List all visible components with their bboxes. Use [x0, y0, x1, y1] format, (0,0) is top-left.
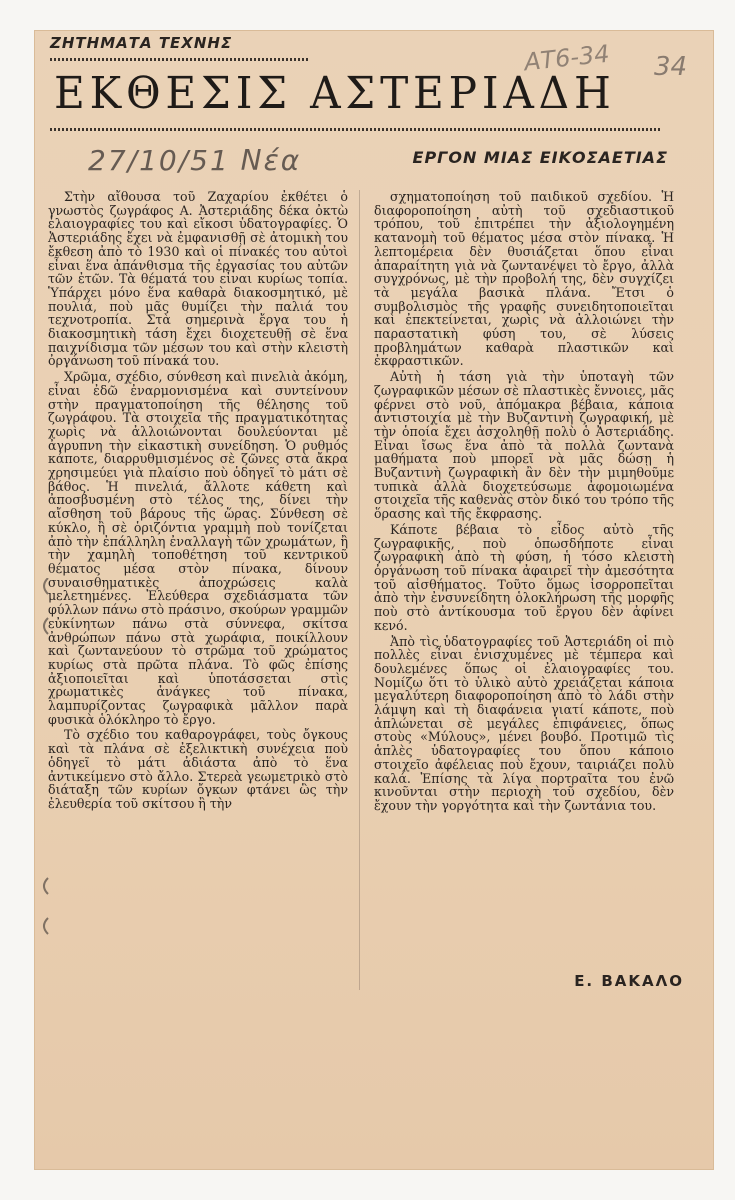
paragraph: Κάποτε βέβαια τὸ εἶδος αὐτὸ τῆς ζωγραφικῆς, ποὺ ὁπωσδήποτε εἶναι ζωγραφικὴ ἀπὸ τὴ φύση, ἡ τόσο κλειστὴ ὀργάνωση τοῦ πίνακα ἀφαιρεῖ τὴν ἀμεσότητα τοῦ αἰσθήματος. Τοῦτο ὅμως ἰσορροπεῖται ἀπὸ τὴν ἐνσυνείδητη ὁλοκλήρωση τῆς μορφῆς ποὺ στὸ ἀντίκουσμα τοῦ ἔργου δὲν ἀφίνει κενό.	[374, 521, 674, 633]
paragraph: Χρῶμα, σχέδιο, σύνθεση καὶ πινελιὰ ἀκόμη, εἶναι ἐδῶ ἐναρμονισμένα καὶ συντείνουν στὴν πραγματοποίηση τῆς θέλησης τοῦ ζωγράφου. Τὰ στοιχεῖα τῆς πραγματικότητας χωρὶς νὰ ἀλλοιώνονται δουλεύονται μὲ ἀγρυπνη τὴν εἰκαστικὴ συνείδηση. Ὁ ρυθμός κάποτε, διαρρυθμισμένος σὲ ζῶνες στὰ ἄκρα χρησιμεύει γιὰ πλαίσιο ποὺ ὁδηγεῖ τὸ μάτι σὲ βάθος. Ἡ πινελιά, ἄλλοτε κάθετη καὶ ἀποσβυσμένη στὸ τέλος της, δίνει τὴν αἴσθηση τοῦ βάρους τῆς ὥρας. Σύνθεση σὲ κύκλο, ἢ σὲ ὁριζόντια γραμμὴ ποὺ τονίζεται ἀπὸ τὴν ἐπάλληλη ἐναλλαγὴ τῶν χρωμάτων, ἢ τὴν χαμηλὴ τοποθέτηση τοῦ κεντρικοῦ θέματος μέσα στὸν πίνακα, δίνουν συναισθηματικὲς ἀποχρώσεις καλὰ μελετημένες. Ἐλεύθερα σχεδιάσματα τῶν φύλλων πάνω στὸ πράσινο, σκούρων γραμμῶν εὐκίνητων πάνω στὰ σύννεφα, σκίτσα ἀνθρώπων πάνω στὰ χωράφια, ποικίλλουν καὶ ζωντανεύουν τὸ στρῶμα τοῦ χρώματος κυρίως στὰ πρῶτα πλάνα. Τὸ φῶς ἐπίσης ἀξιοποιεῖται καὶ ὑποτάσσεται στὶς χρωματικὲς ἀνάγκες τοῦ πίνακα, λαμπυρίζοντας ζωγραφικὰ μᾶλλον παρὰ φυσικὰ ὁλόκληρο τὸ ἔργο.	[48, 369, 348, 727]
paragraph: σχηματοποίηση τοῦ παιδικοῦ σχεδίου. Ἡ διαφοροποίηση αὐτὴ τοῦ σχεδιαστικοῦ τρόπου, τοῦ ἐπιτρέπει τὴν ἀξιολογημένη κατανομὴ τοῦ θέματος μέσα στὸν πίνακα. Ἡ λεπτομέρεια δὲν θυσιάζεται ὅπου εἶναι ἀπαραίτητη γιὰ νὰ ζωντανέψει τὸ ἔργο, ἀλλὰ συγχρόνως, μὲ τὴν προβολή της, δὲν συγχίζει τὰ μεγάλα βασικὰ πλάνα. Ἔτσι ὁ συμβολισμὸς τῆς γραφῆς συνειδητοποιεῖται καὶ ἐπεκτείνεται, χωρὶς νὰ ἀλλοιώνει τὴν παραστατικὴ φύση του, σὲ λύσεις προβλημάτων καθαρὰ πλαστικῶν καὶ ἐκφραστικῶν.	[374, 189, 674, 369]
newspaper-clipping	[34, 30, 714, 1170]
rubric-rule	[50, 58, 308, 61]
pencil-margin-marks	[38, 578, 50, 950]
headline: ΕΚΘΕΣΙΣ ΑΣΤΕΡΙΑΔΗ	[54, 68, 616, 119]
handwritten-date: 27/10/51 Νέα	[88, 144, 302, 177]
paragraph: Τὸ σχέδιο του καθαρογράφει, τοὺς ὄγκους καὶ τὰ πλάνα σὲ ἐξελικτικὴ συνέχεια ποὺ ὁδηγεῖ τὸ μάτι ἀδιάστα ἀπὸ τὸ ἕνα ἀντικείμενο στὸ ἄλλο. Στερεὰ γεωμετρικὸ στὸ διάταξη τῶν κυρίων ὄγκων φτάνει ὣς τὴν ἐλευθερία τοῦ σκίτσου ἢ τὴν	[48, 727, 348, 811]
paragraph: Στὴν αἴθουσα τοῦ Ζαχαρίου ἐκθέτει ὁ γνωστὸς ζωγράφος Α. Ἀστεριάδης δέκα ὀκτὼ ἐλαιογραφίες του καὶ εἴκοσι ὑδατογραφίες. Ὁ Ἀστεριάδης ἔχει νὰ ἐμφανισθῇ σὲ ἀτομικὴ του ἔκθεση ἀπὸ τὸ 1930 καὶ οἱ πίνακές του αὐτοὶ εἶναι ἕνα ἀπάνθισμα τῆς ἐργασίας του αὐτῶν τῶν ἐτῶν. Τὰ θέματά του εἶναι κυρίως τοπία. Ὑπάρχει μόνο ἕνα καθαρὰ διακοσμητικό, μὲ πουλιά, ποὺ μᾶς θυμίζει τὴν παλιά του τεχνοτροπία. Στὰ σημερινὰ ἔργα του ἡ διακοσμητικὴ τάση ἔχει διοχετευθῇ σὲ ἕνα παιχνίδισμα τῶν μέσων του καὶ στὴν κλειστὴ ὀργάνωση τοῦ πίνακά του.	[48, 189, 348, 369]
handwritten-page-number: 34	[654, 52, 688, 82]
article-column-left	[48, 190, 348, 813]
paragraph: Αὐτὴ ἡ τάση γιὰ τὴν ὑποταγὴ τῶν ζωγραφικῶν μέσων σὲ πλαστικὲς ἔννοιες, μᾶς φέρνει στὸ νοῦ, ἀπόμακρα βέβαια, κάποια ἀντιστοιχία μὲ τὴν Βυζαντινὴ ζωγραφική, μὲ τὴν ὁποία ἔχει ἀσχοληθῇ πολὺ ὁ Ἀστεριάδης. Εἶναι ἴσως ἕνα ἀπὸ τὰ πολλὰ ζωντανὰ μαθήματα ποὺ μπορεῖ νὰ μᾶς δώσῃ ἡ Βυζαντινὴ ζωγραφικὴ ἂν δὲν τὴν μιμηθοῦμε τυπικὰ ἀλλὰ διοχετεύσωμε ἀφομοιωμένα στοιχεῖα τῆς καθενὰς στὸν δικό του τρόπο τῆς ὅρασης καὶ τῆς ἔκφρασης.	[374, 369, 674, 522]
paragraph: Ἀπὸ τὶς ὑδατογραφίες τοῦ Ἀστεριάδη οἱ πιὸ πολλὲς εἶναι ἐνισχυμένες μὲ τέμπερα καὶ δουλεμένες ὅπως οἱ ἐλαιογραφίες του. Νομίζω ὅτι τὸ ὑλικὸ αὐτὸ χρειάζεται κάποια μεγαλύτερη διαφοροποίηση ἀπὸ τὸ λάδι στὴν λάμψη καὶ τὴ διαφάνεια γιατί κάποτε, ποὺ ἁπλώνεται σὲ μεγάλες ἐπιφάνειες, ὅπως στοὺς «Μύλους», μένει βουβό. Προτιμῶ τὶς ἁπλὲς ὑδατογραφίες του ὅπου κάποιο στοιχεῖο ἀφέλειας ποὺ ἔχουν, ταιριάζει πολὺ καλά. Ἐπίσης τὰ λίγα πορτραῖτα του ἐνῶ κινοῦνται στὴν περιοχὴ τοῦ σχεδίου, δὲν ἔχουν τὴν γοργότητα καὶ τὴν ζωντάνια του.	[374, 633, 674, 813]
author-signature: Ε. ΒΑΚΑΛΟ	[574, 972, 684, 990]
section-rubric: ΖΗΤΗΜΑΤΑ ΤΕΧΝΗΣ	[50, 34, 233, 52]
handwritten-reference: ΑΤ6-34	[522, 39, 611, 77]
column-divider	[359, 190, 360, 990]
subheadline: ΕΡΓΟΝ ΜΙΑΣ ΕΙΚΟΣΑΕΤΙΑΣ	[412, 148, 668, 167]
headline-rule	[50, 128, 660, 131]
article-column-right	[374, 190, 674, 815]
